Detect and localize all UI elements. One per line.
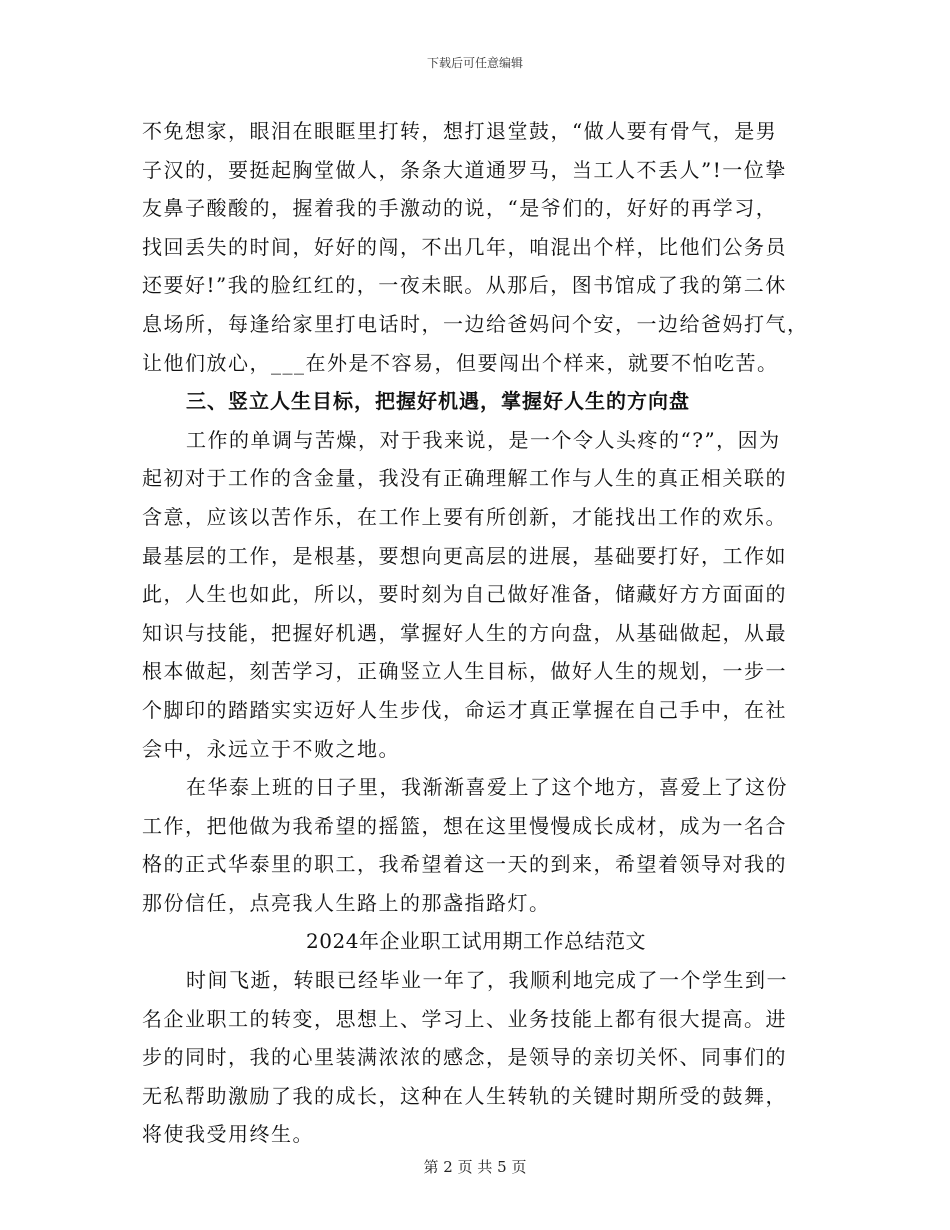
heading-line: 三、竖立人生目标，把握好机遇，掌握好人生的方向盘 xyxy=(186,389,690,414)
paragraph xyxy=(142,112,810,382)
text-line: 最基层的工作，是根基，要想向更高层的进展，基础要打好，工作如 xyxy=(142,543,787,568)
text-line: 根本做起，刻苦学习，正确竖立人生目标，做好人生的规划，一步一 xyxy=(142,659,787,684)
title-line: 2024年企业职工试用期工作总结范文 xyxy=(306,929,646,954)
text-line: 时间飞逝，转眼已经毕业一年了，我顺利地完成了一个学生到一 xyxy=(186,968,788,993)
text-line: 将使我受用终生。 xyxy=(142,1122,314,1147)
paragraph xyxy=(142,421,810,768)
text-line: 子汉的，要挺起胸堂做人，条条大道通罗马，当工人不丢人”!一位挚 xyxy=(142,157,787,182)
text-line: 格的正式华泰里的职工，我希望着这一天的到来，希望着领导对我的 xyxy=(142,852,787,877)
text-line: 会中，永远立于不败之地。 xyxy=(142,736,400,761)
text-line: 名企业职工的转变，思想上、学习上、业务技能上都有很大提高。进 xyxy=(142,1006,787,1031)
text-line: 不免想家，眼泪在眼眶里打转，想打退堂鼓，“做人要有骨气，是男 xyxy=(142,119,778,143)
text-line: 含意，应该以苦作乐，在工作上要有所创新，才能找出工作的欢乐。 xyxy=(142,504,787,529)
text-line: 还要好!”我的脸红红的，一夜未眠。从那后，图书馆成了我的第二休 xyxy=(142,273,787,298)
section-heading xyxy=(142,382,810,421)
text-line: 工作，把他做为我希望的摇篮，想在这里慢慢成长成材，成为一名合 xyxy=(142,813,787,838)
text-line: 让他们放心，___在外是不容易，但要闯出个样来，就要不怕吃苦。 xyxy=(142,350,779,375)
text-line: 无私帮助激励了我的成长，这种在人生转轨的关键时期所受的鼓舞， xyxy=(142,1083,787,1108)
document-body xyxy=(142,112,810,1154)
page-header: 下载后可任意编辑 xyxy=(426,56,523,70)
text-line: 工作的单调与苦燥，对于我来说，是一个令人头疼的“?”，因为 xyxy=(186,427,781,452)
text-line: 此，人生也如此，所以，要时刻为自己做好准备，储藏好方方面面的 xyxy=(142,582,787,607)
text-line: 个脚印的踏踏实实迈好人生步伐，命运才真正掌握在自己手中，在社 xyxy=(142,697,787,722)
text-line: 步的同时，我的心里装满浓浓的感念，是领导的亲切关怀、同事们的 xyxy=(142,1045,787,1070)
paragraph xyxy=(142,768,810,922)
paragraph xyxy=(142,961,810,1154)
text-line: 在华泰上班的日子里，我渐渐喜爱上了这个地方，喜爱上了这份 xyxy=(186,775,788,800)
text-line: 知识与技能，把握好机遇，掌握好人生的方向盘，从基础做起，从最 xyxy=(142,620,787,645)
text-line: 友鼻子酸酸的，握着我的手激动的说，“是爷们的，好好的再学习， xyxy=(142,196,778,221)
article-title xyxy=(142,922,810,961)
page-footer: 第 2 页 共 5 页 xyxy=(423,1158,527,1176)
text-line: 息场所，每逢给家里打电话时，一边给爸妈问个安，一边给爸妈打气， xyxy=(142,311,809,336)
text-line: 起初对于工作的含金量，我没有正确理解工作与人生的真正相关联的 xyxy=(142,466,787,491)
text-line: 那份信任，点亮我人生路上的那盏指路灯。 xyxy=(142,890,551,915)
text-line: 找回丢失的时间，好好的闯，不出几年，咱混出个样，比他们公务员 xyxy=(142,234,787,259)
